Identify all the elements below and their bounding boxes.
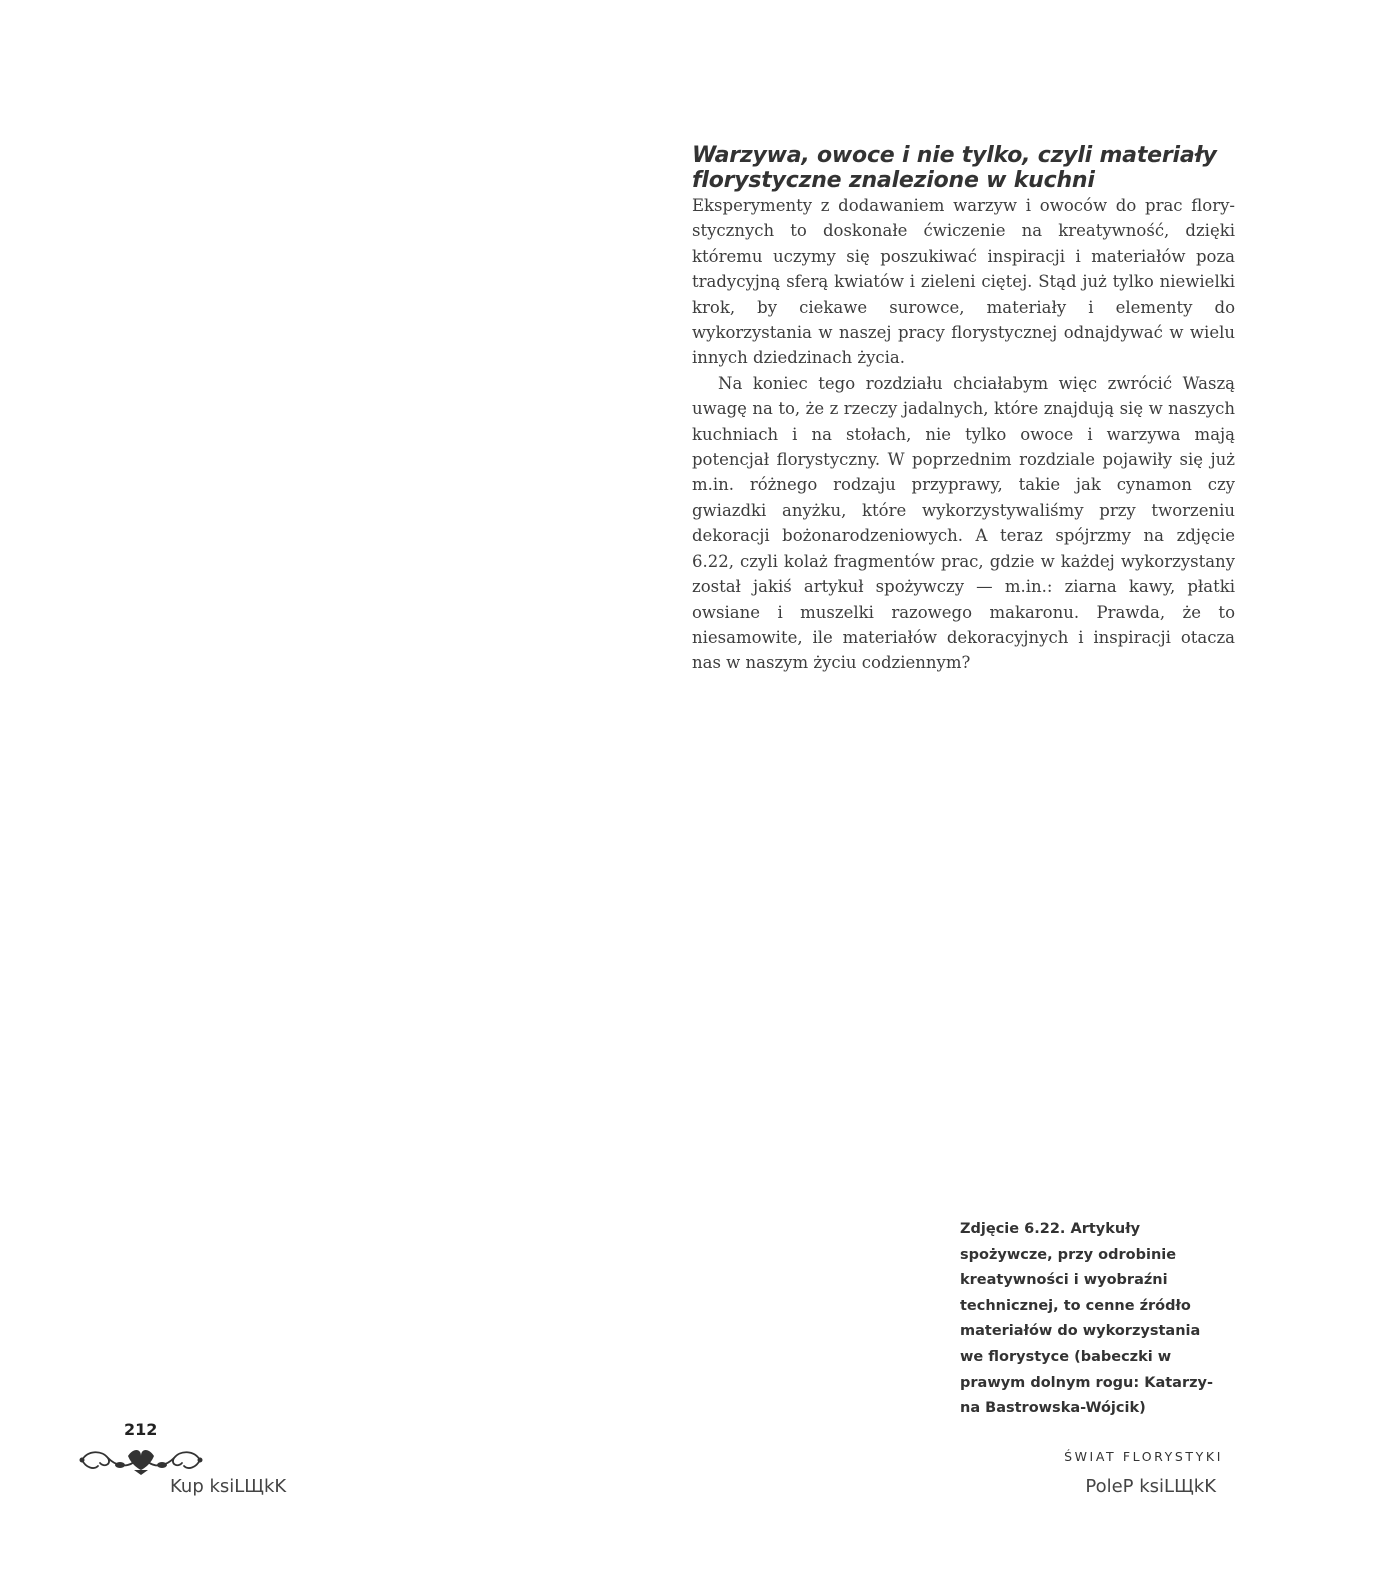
body-paragraph: Eksperymenty z dodawaniem warzyw i owoców do prac florystycznych to doskonałe ćwiczenie na kreatywność, dzięki któremu uczymy się poszukiwać inspiracji i materiałów poza tradycyjną sferą kwiatów i zieleni ciętej. Stąd już tylko niewielki krok, by ciekawe surowce, materiały i elementy do wykorzystania w naszej pracy florystycznej odnajdywać w wielu innych dziedzinach życia. [692,196,1235,368]
running-title: ŚWIAT FLORYSTYKI [1064,1449,1223,1464]
section-heading-line2: florystyczne znalezione w kuchni [692,168,1095,193]
section-heading-line1: Warzywa, owoce i nie tylko, czyli materiały [692,143,1217,168]
photo-caption: Zdjęcie 6.22. Artykuły spożywcze, przy odrobinie kreatywności i wyobraźni technicznej, to cenne źródło materiałów do wykorzystania we florystyce (babeczki w prawym dolnym rogu: Katarzyna Bastrowska-Wójcik) [960,1221,1214,1417]
article-column [692,143,1235,676]
buy-book-link[interactable]: Kup ksiLЩkK [170,1476,287,1497]
recommend-book-link[interactable]: PoleP ksiLЩkK [1085,1476,1216,1497]
page-number: 212 [124,1420,158,1439]
section-heading [692,143,1235,193]
flourish-ornament-icon [78,1444,204,1476]
body-paragraph: Na koniec tego rozdziału chciałabym więc zwrócić Waszą uwagę na to, że z rzeczy jadalnych, które znajdują się w naszych kuchniach i na stołach, nie tylko owoce i warzywa mają potencjał florystyczny. W poprzednim rozdziale pojawiły się już m.in. różnego rodzaju przyprawy, takie jak cynamon czy gwiazdki anyżku, które wykorzystywaliśmy przy tworzeniu dekoracji bożonarodzeniowych. A teraz spójrzmy na zdjęcie 6.22, czyli kolaż fragmentów prac, gdzie w każdej wykorzystany został jakiś artykuł spożywczy — m.in.: ziarna kawy, płatki owsiane i muszelki razowego makaronu. Prawda, że to niesamowite, ile materiałów dekoracyjnych i inspiracji otacza nas w naszym życiu codziennym? [692,373,1235,673]
